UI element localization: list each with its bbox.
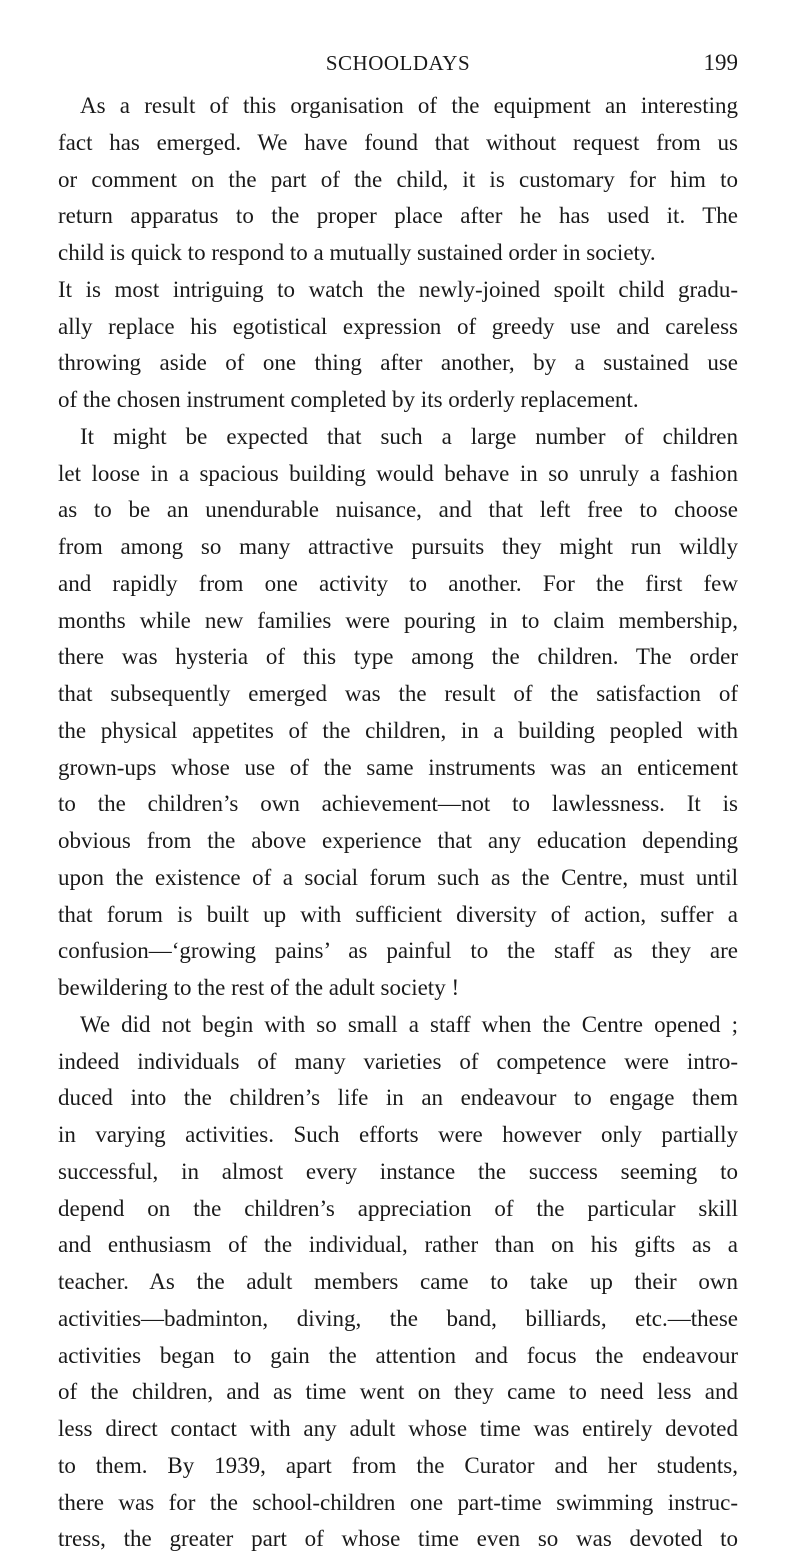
text-line: confusion—‘growing pains’ as painful to the staff as they are bbox=[58, 938, 738, 964]
text-line: of the chosen instrument completed by its orderly replacement. bbox=[58, 387, 639, 412]
text-line: of the children, and as time went on they came to need less and bbox=[58, 1379, 738, 1405]
text-line: less direct contact with any adult whose time was entirely devoted bbox=[58, 1416, 738, 1441]
text-line: tress, the greater part of whose time even so was devoted to bbox=[58, 1526, 738, 1552]
text-line: grown-ups whose use of the same instruments was an enticement bbox=[58, 754, 738, 780]
text-line: throwing aside of one thing after another, by a sustained use bbox=[58, 350, 738, 376]
text-line: obvious from the above experience that any education depending bbox=[58, 828, 738, 853]
text-line: We did not begin with so small a staff when the Centre opened ; bbox=[80, 1011, 738, 1037]
text-line: teacher. As the adult members came to take up their own bbox=[58, 1269, 738, 1294]
text-line: return apparatus to the proper place after he has used it. The bbox=[58, 203, 738, 229]
text-line: It might be expected that such a large number of children bbox=[80, 423, 738, 449]
text-line: or comment on the part of the child, it is customary for him to bbox=[58, 166, 738, 192]
text-line: from among so many attractive pursuits they might run wildly bbox=[58, 534, 738, 559]
text-line: months while new families were pouring in to claim membership, bbox=[58, 607, 738, 633]
text-line: fact has emerged. We have found that without request from us bbox=[58, 129, 738, 155]
text-line: activities began to gain the attention and focus the endeavour bbox=[58, 1342, 738, 1368]
text-line: and enthusiasm of the individual, rather than on his gifts as a bbox=[58, 1232, 738, 1258]
text-line: to the children’s own achievement—not to lawlessness. It is bbox=[58, 791, 738, 817]
text-line: As a result of this organisation of the equipment an interesting bbox=[80, 93, 738, 118]
text-line: ally replace his egotistical expression of greedy use and careless bbox=[58, 313, 738, 339]
text-line: as to be an unendurable nuisance, and that left free to choose bbox=[58, 497, 738, 523]
text-line: indeed individuals of many varieties of competence were intro- bbox=[58, 1048, 738, 1074]
running-header bbox=[58, 48, 738, 78]
text-line: let loose in a spacious building would behave in so unruly a fashion bbox=[58, 460, 738, 486]
text-line: bewildering to the rest of the adult society ! bbox=[58, 975, 460, 1000]
text-line: child is quick to respond to a mutually sustained order in society. bbox=[58, 240, 656, 265]
text-line: there was hysteria of this type among the children. The order bbox=[58, 644, 738, 670]
body-text bbox=[58, 88, 738, 1558]
text-line: depend on the children’s appreciation of the particular skill bbox=[58, 1195, 738, 1221]
running-title: SCHOOLDAYS bbox=[325, 51, 471, 75]
text-line: duced into the children’s life in an endeavour to engage them bbox=[58, 1085, 738, 1111]
text-line: to them. By 1939, apart from the Curator and her students, bbox=[58, 1452, 738, 1478]
page-number: 199 bbox=[703, 50, 738, 75]
text-line: that subsequently emerged was the result of the satisfaction of bbox=[58, 681, 738, 706]
text-line: successful, in almost every instance the success seeming to bbox=[58, 1158, 738, 1184]
text-line: in varying activities. Such efforts were however only partially bbox=[58, 1122, 738, 1147]
text-line: there was for the school-children one part-time swimming instruc- bbox=[58, 1489, 738, 1515]
text-line: that forum is built up with sufficient diversity of action, suffer a bbox=[58, 901, 738, 927]
text-line: It is most intriguing to watch the newly-joined spoilt child gradu- bbox=[58, 276, 738, 302]
text-line: upon the existence of a social forum such as the Centre, must until bbox=[58, 864, 738, 890]
text-line: the physical appetites of the children, in a building peopled with bbox=[58, 717, 738, 743]
text-line: activities—badminton, diving, the band, billiards, etc.—these bbox=[58, 1305, 738, 1331]
text-line: and rapidly from one activity to another. For the first few bbox=[58, 570, 738, 596]
